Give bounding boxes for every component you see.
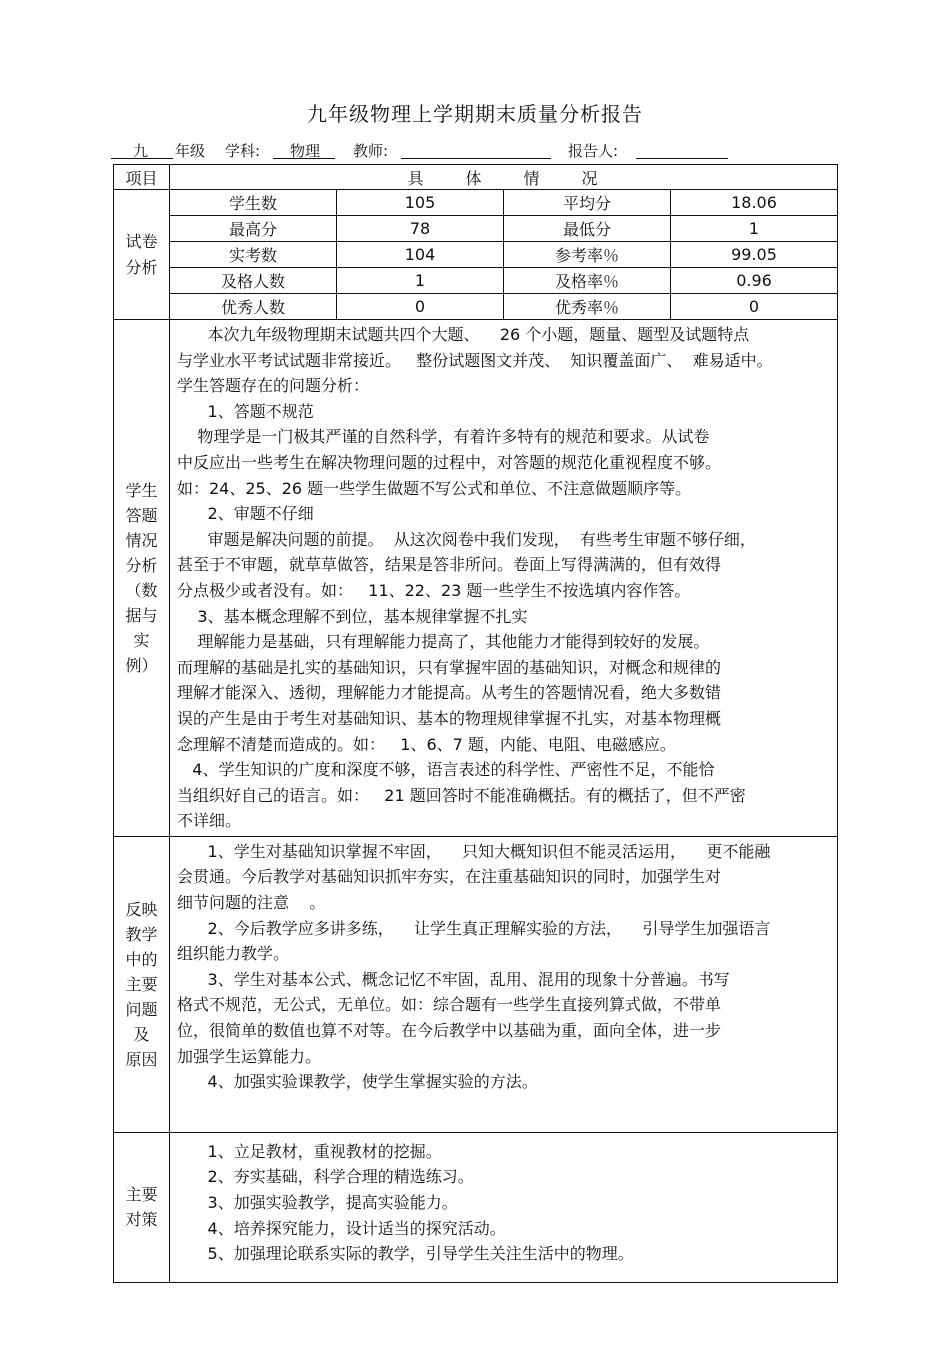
paragraph-line: 4、加强实验课教学，使学生掌握实验的方法。 [177,1072,538,1092]
header-detail-cell: 具体情况 [170,165,838,190]
label-line: 实 [133,630,150,650]
stat-value: 0 [337,294,504,320]
paragraph-line: 3、加强实验教学，提高实验能力。 [177,1193,458,1213]
label-line: 例） [125,655,158,675]
paragraph-line: 加强学生运算能力。 [177,1046,322,1066]
label-line: 情况 [125,530,158,550]
main-measures-content [170,1132,838,1282]
teaching-problems-label [114,836,170,1132]
paragraph-line: 与学业水平考试试题非常接近。 整份试题图文并茂、 知识覆盖面广、 难易适中。 [177,350,773,370]
paragraph-line: 1、学生对基础知识掌握不牢固， 只知大概知识但不能灵活运用， 更不能融 [177,841,771,861]
analysis-table [113,164,838,1283]
stat-label: 参考率％ [504,242,671,268]
stat-value: 0.96 [671,268,838,294]
stat-value: 1 [337,268,504,294]
paragraph-line: 格式不规范，无公式，无单位。如：综合题有一些学生直接列算式做，不带单 [177,995,722,1015]
paragraph-line: 审题是解决问题的前提。 从这次阅卷中我们发现， 有些考生审题不够仔细， [177,529,756,549]
grade-underline [111,158,173,159]
grade-value: 九 [133,142,149,160]
paragraph-line: 细节问题的注意 。 [177,893,326,913]
paragraph-line: 不详细。 [177,811,242,831]
paragraph-line: 分点极少或者没有。如： 11、22、23 题一些学生不按选填内容作答。 [177,580,691,600]
label-line: 答题 [125,505,158,525]
stat-label: 及格人数 [170,268,337,294]
paragraph-line: 物理学是一门极其严谨的自然科学，有着许多特有的规范和要求。从试卷 [177,427,710,447]
label-line: 教学 [125,924,158,944]
paragraph-line: 本次九年级物理期末试题共四个大题、 26 个小题，题量、题型及试题特点 [177,325,750,344]
stat-label: 学生数 [170,190,337,216]
stat-label: 及格率％ [504,268,671,294]
paragraph-line: 当组织好自己的语言。如： 21 题回答时不能准确概括。有的概括了，但不严密 [177,785,746,805]
reporter-label: 报告人: [568,142,619,160]
paragraph-line: 1、答题不规范 [177,401,314,421]
stat-value: 78 [337,216,504,242]
grade-label: 年级 [175,142,206,160]
paragraph-line: 位，很简单的数值也算不对等。在今后教学中以基础为重，面向全体，进一步 [177,1021,722,1041]
paragraph-line: 如：24、25、26 题一些学生做题不写公式和单位、不注意做题顺序等。 [177,478,692,498]
paragraph-line: 而理解的基础是扎实的基础知识，只有掌握牢固的基础知识，对概念和规律的 [177,657,722,677]
paragraph-line: 3、学生对基本公式、概念记忆不牢固，乱用、混用的现象十分普遍。书写 [177,969,730,989]
stat-label: 优秀人数 [170,294,337,320]
subject-value: 物理 [290,142,321,160]
label-line: 及 [133,1024,150,1044]
label-line: 问题 [125,999,158,1019]
paragraph-line: 理解才能深入、透彻，理解能力才能提高。从考生的答题情况看，绝大多数错 [177,683,722,703]
reporter-underline [636,158,728,159]
paragraph-line: 会贯通。今后教学对基础知识抓牢夯实，在注重基础知识的同时，加强学生对 [177,867,722,887]
subject-underline [273,158,335,159]
stat-value: 1 [671,216,838,242]
label-line: 主要 [125,974,158,994]
stat-value: 105 [337,190,504,216]
stat-label: 最低分 [504,216,671,242]
label-line: 对策 [125,1210,158,1230]
header-item-cell: 项目 [114,165,170,190]
exam-analysis-label: 试卷分析 [114,190,170,320]
paragraph-line: 中反应出一些考生在解决物理问题的过程中，对答题的规范化重视程度不够。 [177,452,722,472]
label-line: 主要 [125,1185,158,1205]
teaching-problems-content [170,836,838,1132]
stat-value: 18.06 [671,190,838,216]
paragraph-line: 误的产生是由于考生对基础知识、基本的物理规律掌握不扎实，对基本物理概 [177,708,722,728]
paragraph-line: 理解能力是基础，只有理解能力提高了，其他能力才能得到较好的发展。 [177,632,710,652]
label-line: 原因 [125,1049,158,1069]
paragraph-line: 2、夯实基础，科学合理的精选练习。 [177,1167,474,1187]
paragraph-line: 甚至于不审题，就草草做答，结果是答非所问。卷面上写得满满的，但有效得 [177,555,722,575]
stat-label: 平均分 [504,190,671,216]
paragraph-line: 3、基本概念理解不到位，基本规律掌握不扎实 [177,606,528,626]
stat-label: 优秀率％ [504,294,671,320]
subject-label: 学科: [225,142,261,160]
label-line: 分析 [125,555,158,575]
paragraph-line: 5、加强理论联系实际的教学，引导学生关注生活中的物理。 [177,1244,634,1264]
label-line: （数 [125,580,158,600]
label-line: 学生 [125,480,158,500]
report-title: 九年级物理上学期期末质量分析报告 [307,102,643,126]
stat-value: 99.05 [671,242,838,268]
teacher-label: 教师: [353,142,389,160]
main-measures-label [114,1132,170,1282]
answer-analysis-label [114,320,170,837]
paragraph-line: 2、今后教学应多讲多练， 让学生真正理解实验的方法， 引导学生加强语言 [177,918,771,938]
paragraph-line: 学生答题存在的问题分析： [177,376,370,396]
paragraph-line: 1、立足教材，重视教材的挖掘。 [177,1141,442,1161]
paragraph-line: 4、培养探究能力，设计适当的探究活动。 [177,1218,506,1238]
paragraph-line: 4、学生知识的广度和深度不够，语言表述的科学性、严密性不足，不能恰 [177,760,715,780]
teacher-underline [401,158,551,159]
paragraph-line: 2、审题不仔细 [177,504,314,524]
stat-value: 104 [337,242,504,268]
answer-analysis-content [170,320,838,837]
stat-value: 0 [671,294,838,320]
paragraph-line: 念理解不清楚而造成的。如： 1、6、7 题，内能、电阻、电磁感应。 [177,734,676,754]
label-line: 反映 [125,899,158,919]
stat-label: 最高分 [170,216,337,242]
stat-label: 实考数 [170,242,337,268]
paragraph-line: 组织能力教学。 [177,944,290,964]
label-line: 中的 [125,949,158,969]
label-line: 据与 [125,605,158,625]
